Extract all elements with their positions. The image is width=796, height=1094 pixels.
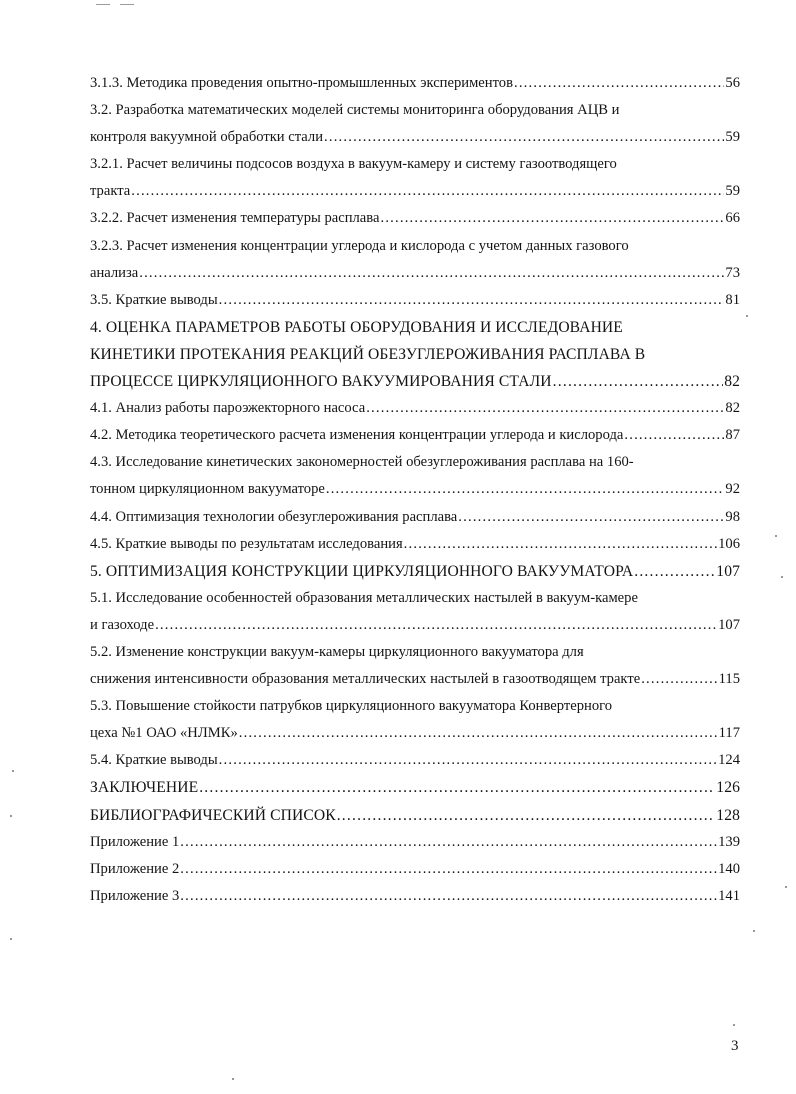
toc-chapter-entry — [90, 341, 740, 368]
scan-artifact-top-left — [96, 4, 110, 5]
toc-entry-title: снижения интенсивности образования металлических настылей в газоотводящем тракте — [90, 671, 641, 688]
toc-entry-title: КИНЕТИКИ ПРОТЕКАНИЯ РЕАКЦИЙ ОБЕЗУГЛЕРОЖИВАНИЯ РАСПЛАВА В — [90, 345, 646, 363]
toc-leader-dots — [180, 829, 717, 856]
toc-leader-dots — [337, 802, 716, 829]
toc-entry-page: 126 — [716, 779, 740, 797]
toc-entry — [90, 476, 740, 503]
toc-leader-dots — [380, 205, 724, 232]
toc-entry-title: Приложение 2 — [90, 860, 180, 877]
toc-entry-page: 66 — [725, 210, 740, 227]
toc-entry-page: 59 — [725, 129, 740, 146]
scan-speck — [10, 815, 12, 817]
toc-entry-page: 115 — [718, 671, 740, 688]
toc-entry-title: ПРОЦЕССЕ ЦИРКУЛЯЦИОННОГО ВАКУУМИРОВАНИЯ СТАЛИ — [90, 373, 552, 391]
toc-entry-page: 82 — [725, 400, 740, 417]
table-of-contents — [90, 70, 740, 910]
toc-entry-page: 92 — [725, 481, 740, 498]
toc-entry-title: 3.5. Краткие выводы — [90, 291, 218, 308]
toc-entry — [90, 205, 740, 232]
toc-leader-dots — [131, 178, 724, 205]
toc-leader-dots — [458, 504, 724, 531]
toc-entry-page: 141 — [718, 887, 740, 904]
toc-entry — [90, 124, 740, 151]
toc-leader-dots — [634, 558, 715, 585]
toc-entry-title: Приложение 3 — [90, 887, 180, 904]
toc-entry-title: анализа — [90, 264, 139, 281]
toc-chapter-entry — [90, 558, 740, 585]
toc-chapter-entry — [90, 802, 740, 829]
toc-entry-page: 140 — [718, 860, 740, 877]
toc-entry — [90, 585, 740, 612]
toc-entry-page: 128 — [716, 806, 740, 824]
toc-entry-title: тонном циркуляционном вакууматоре — [90, 481, 325, 498]
toc-leader-dots — [324, 124, 724, 151]
toc-entry-page: 107 — [716, 562, 740, 580]
toc-entry-page: 73 — [725, 264, 740, 281]
toc-leader-dots — [514, 70, 724, 97]
toc-entry-page: 124 — [718, 752, 740, 769]
toc-entry-title: 4.2. Методика теоретического расчета изменения концентрации углерода и кислорода — [90, 427, 624, 444]
toc-entry-title: БИБЛИОГРАФИЧЕСКИЙ СПИСОК — [90, 806, 336, 824]
toc-entry-title: 5.2. Изменение конструкции вакуум-камеры циркуляционного вакууматора для — [90, 643, 584, 660]
scan-speck — [232, 1078, 234, 1080]
toc-entry-title: 4.3. Исследование кинетических закономерностей обезуглероживания расплава на 160- — [90, 454, 634, 471]
toc-entry-title: 5. ОПТИМИЗАЦИЯ КОНСТРУКЦИИ ЦИРКУЛЯЦИОННОГО ВАКУУМАТОРА — [90, 562, 634, 580]
toc-entry-title: 5.3. Повышение стойкости патрубков циркуляционного вакууматора Конвертерного — [90, 698, 613, 715]
scan-speck — [10, 938, 12, 940]
toc-leader-dots — [624, 422, 724, 449]
toc-entry-page: 139 — [718, 833, 740, 850]
toc-entry-title: 4. ОЦЕНКА ПАРАМЕТРОВ РАБОТЫ ОБОРУДОВАНИЯ И ИССЛЕДОВАНИЕ — [90, 318, 623, 336]
toc-entry-title: 3.2.1. Расчет величины подсосов воздуха в вакуум-камеру и систему газоотводящего — [90, 156, 617, 173]
toc-entry — [90, 829, 740, 856]
toc-entry — [90, 504, 740, 531]
toc-entry-page: 106 — [718, 535, 740, 552]
toc-entry — [90, 720, 740, 747]
toc-entry-title: контроля вакуумной обработки стали — [90, 129, 324, 146]
toc-entry — [90, 693, 740, 720]
toc-leader-dots — [239, 720, 718, 747]
toc-entry-title: 5.4. Краткие выводы — [90, 752, 218, 769]
toc-entry-title: ЗАКЛЮЧЕНИЕ — [90, 779, 199, 797]
toc-entry-page: 82 — [724, 373, 740, 391]
toc-entry-title: и газоходе — [90, 616, 155, 633]
toc-entry-title: 3.2.2. Расчет изменения температуры расплава — [90, 210, 380, 227]
toc-entry-page: 98 — [725, 508, 740, 525]
toc-entry — [90, 260, 740, 287]
toc-leader-dots — [199, 774, 715, 801]
scan-speck — [753, 930, 755, 932]
toc-leader-dots — [180, 883, 717, 910]
scan-speck — [775, 535, 777, 537]
scan-speck — [746, 315, 748, 317]
page-number: 3 — [731, 1038, 739, 1054]
toc-chapter-entry — [90, 314, 740, 341]
toc-entry-page: 81 — [725, 291, 740, 308]
toc-leader-dots — [404, 531, 717, 558]
toc-chapter-entry — [90, 774, 740, 801]
toc-entry — [90, 233, 740, 260]
scan-speck — [781, 576, 783, 578]
toc-entry — [90, 747, 740, 774]
toc-leader-dots — [155, 612, 717, 639]
toc-entry-title: 4.5. Краткие выводы по результатам исследования — [90, 535, 403, 552]
toc-entry — [90, 639, 740, 666]
toc-leader-dots — [180, 856, 717, 883]
toc-entry-title: 5.1. Исследование особенностей образования металлических настылей в вакуум-камере — [90, 589, 638, 606]
toc-entry-title: Приложение 1 — [90, 833, 180, 850]
toc-entry — [90, 856, 740, 883]
toc-entry — [90, 612, 740, 639]
toc-entry-title: 3.1.3. Методика проведения опытно-промышленных экспериментов — [90, 75, 513, 91]
toc-leader-dots — [641, 666, 717, 693]
toc-entry-page: 117 — [718, 725, 740, 742]
toc-leader-dots — [366, 395, 724, 422]
toc-leader-dots — [219, 287, 725, 314]
toc-entry-title: 3.2.3. Расчет изменения концентрации углерода и кислорода с учетом данных газового — [90, 237, 629, 254]
scan-speck — [733, 1024, 735, 1026]
scan-artifact-top-left-2 — [120, 4, 134, 5]
toc-leader-dots — [139, 260, 724, 287]
toc-leader-dots — [553, 368, 724, 395]
toc-entry-title: 4.1. Анализ работы пароэжекторного насоса — [90, 400, 366, 417]
toc-entry — [90, 97, 740, 124]
toc-entry-title: 4.4. Оптимизация технологии обезуглероживания расплава — [90, 508, 458, 525]
toc-entry-page: 59 — [725, 183, 740, 200]
toc-entry — [90, 531, 740, 558]
toc-entry-title: тракта — [90, 183, 131, 200]
toc-entry — [90, 666, 740, 693]
toc-entry — [90, 449, 740, 476]
toc-entry — [90, 70, 740, 97]
toc-entry-page: 87 — [725, 427, 740, 444]
toc-entry-title: цеха №1 ОАО «НЛМК» — [90, 725, 238, 742]
toc-entry — [90, 422, 740, 449]
toc-entry-title: 3.2. Разработка математических моделей системы мониторинга оборудования АЦВ и — [90, 102, 620, 119]
toc-entry — [90, 395, 740, 422]
toc-entry-page: 107 — [718, 616, 740, 633]
toc-entry — [90, 287, 740, 314]
toc-chapter-entry — [90, 368, 740, 395]
toc-entry-page: 56 — [725, 75, 740, 91]
scan-speck — [12, 770, 14, 772]
scan-speck — [785, 886, 787, 888]
toc-leader-dots — [219, 747, 717, 774]
toc-entry — [90, 151, 740, 178]
toc-entry — [90, 883, 740, 910]
toc-leader-dots — [326, 476, 725, 503]
toc-entry — [90, 178, 740, 205]
